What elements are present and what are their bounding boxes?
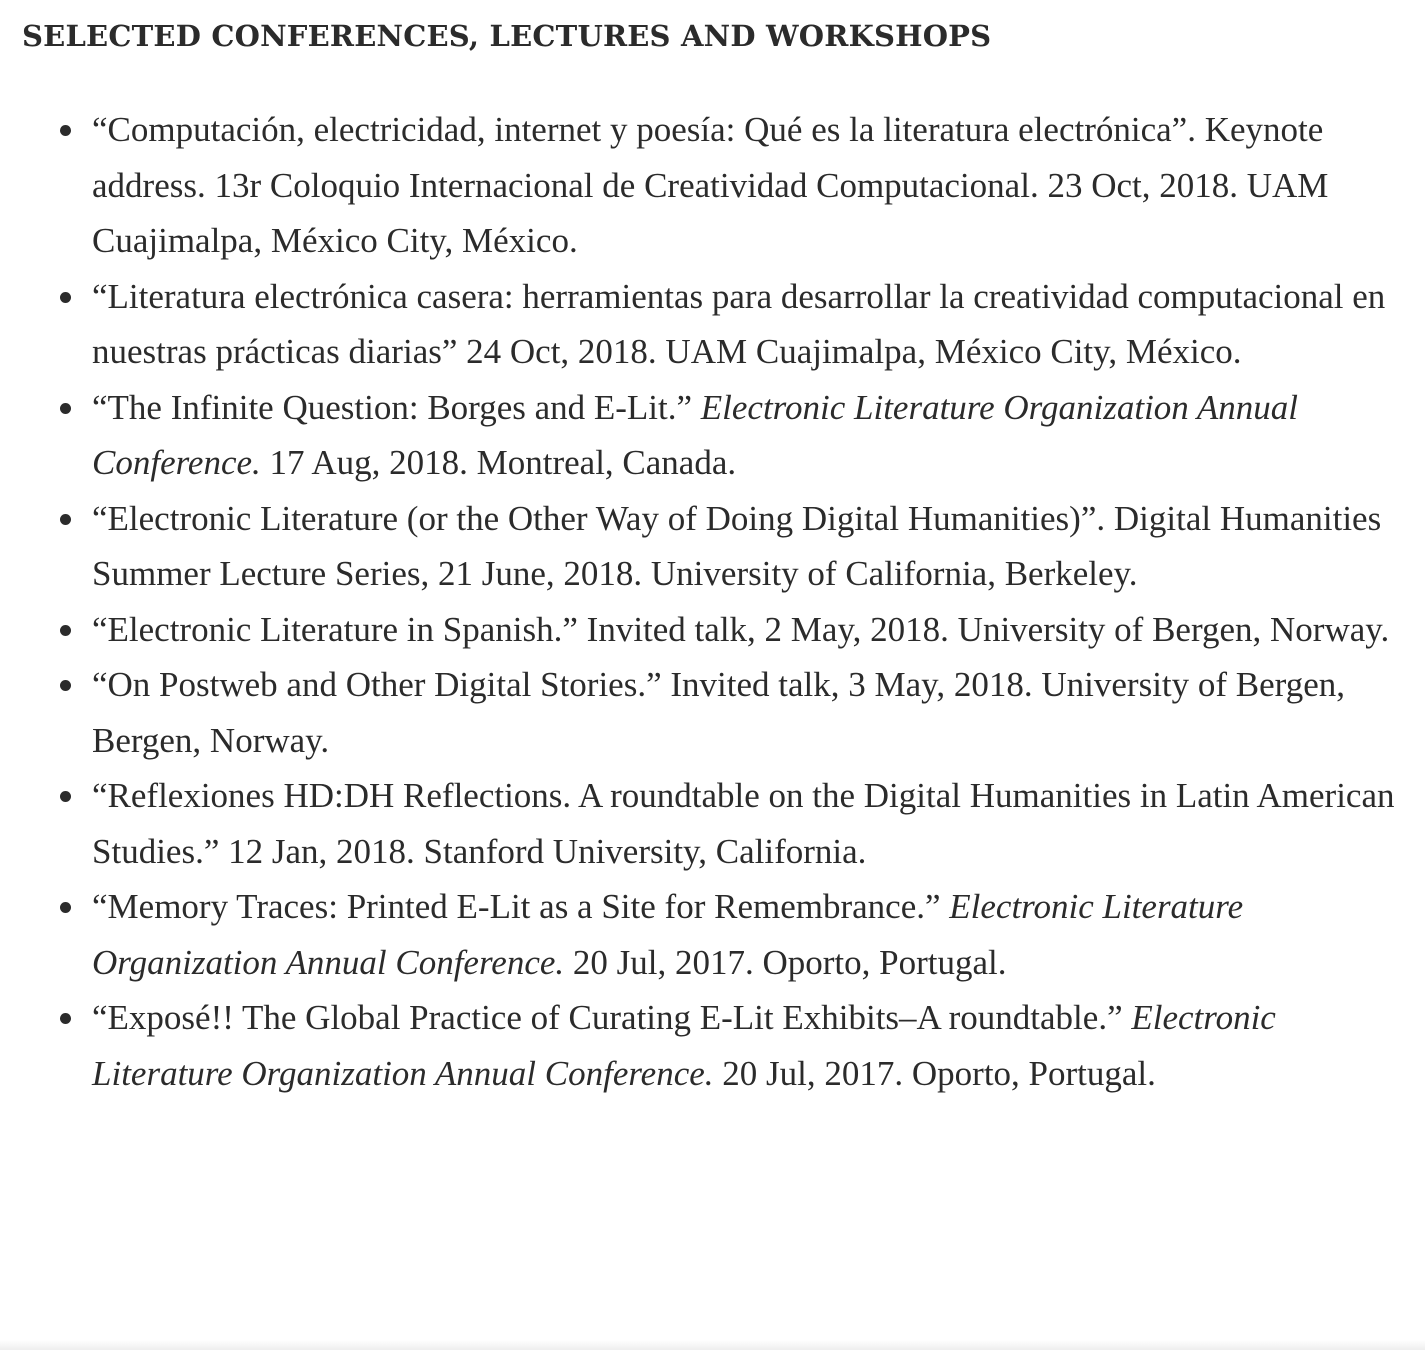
- entry-details: 17 Aug, 2018. Montreal, Canada.: [260, 443, 737, 482]
- entry-title: “Exposé!! The Global Practice of Curating E-Lit Exhibits–A roundtable.”: [92, 998, 1123, 1037]
- entry-details: 24 Oct, 2018. UAM Cuajimalpa, México City, México.: [457, 332, 1242, 371]
- bullet-icon: [60, 125, 71, 136]
- entry-title: “Literatura electrónica casera: herramientas para desarrollar la creatividad computacional en nuestras prácticas diarias”: [92, 276, 1386, 371]
- entry-details: Invited talk, 3 May, 2018. University of Bergen, Bergen, Norway.: [92, 665, 1345, 760]
- entry-venue: Electronic Literature Organization Annual Conference.: [92, 887, 1244, 982]
- entry-details: Invited talk, 2 May, 2018. University of Bergen, Norway.: [577, 609, 1390, 649]
- bullet-icon: [60, 625, 71, 636]
- entry-details: 20 Jul, 2017. Oporto, Portugal.: [713, 1053, 1156, 1093]
- entry-title: “Computación, electricidad, internet y poesía: Qué es la literatura electrónica”.: [92, 110, 1196, 149]
- list-item: [92, 491, 1395, 602]
- section-title: SELECTED CONFERENCES, LECTURES AND WORKSHOPS: [22, 19, 992, 53]
- list-item: [92, 602, 1395, 658]
- entry-details: 20 Jul, 2017. Oporto, Portugal.: [564, 942, 1007, 982]
- conference-list: [22, 102, 1395, 1101]
- bullet-icon: [60, 791, 71, 802]
- list-item: [92, 879, 1395, 990]
- bullet-icon: [60, 292, 71, 303]
- bullet-icon: [60, 1013, 71, 1024]
- entry-title: “Electronic Literature (or the Other Way of Doing Digital Humanities)”.: [92, 498, 1106, 538]
- list-item: [92, 768, 1395, 879]
- entry-details: Keynote address. 13r Coloquio Internacional de Creatividad Computacional. 23 Oct, 2018. UAM Cuajimalpa, México City, México.: [92, 110, 1329, 260]
- entry-title: “On Postweb and Other Digital Stories.”: [92, 665, 662, 704]
- entry-title: “The Infinite Question: Borges and E-Lit.”: [92, 387, 693, 427]
- entry-title: “Electronic Literature in Spanish.”: [92, 609, 578, 649]
- bullet-icon: [60, 403, 71, 414]
- bullet-icon: [60, 680, 71, 691]
- entry-details: Digital Humanities Summer Lecture Series, 21 June, 2018. University of California, Berkeley.: [92, 498, 1382, 593]
- list-item: [92, 102, 1395, 269]
- entry-details: 12 Jan, 2018. Stanford University, California.: [219, 831, 867, 871]
- list-item: [92, 269, 1395, 380]
- list-item: [92, 990, 1395, 1101]
- entry-venue: Electronic Literature Organization Annual Conference.: [92, 387, 1299, 482]
- bottom-fade: [0, 1340, 1425, 1350]
- bullet-icon: [60, 902, 71, 913]
- list-item: [92, 380, 1395, 491]
- entry-venue: Electronic Literature Organization Annual Conference.: [92, 998, 1276, 1093]
- bullet-icon: [60, 514, 71, 525]
- list-item: [92, 657, 1395, 768]
- entry-title: “Memory Traces: Printed E-Lit as a Site for Remembrance.”: [92, 887, 941, 926]
- entry-title: “Reflexiones HD:DH Reflections. A roundtable on the Digital Humanities in Latin American Studies.”: [92, 776, 1395, 871]
